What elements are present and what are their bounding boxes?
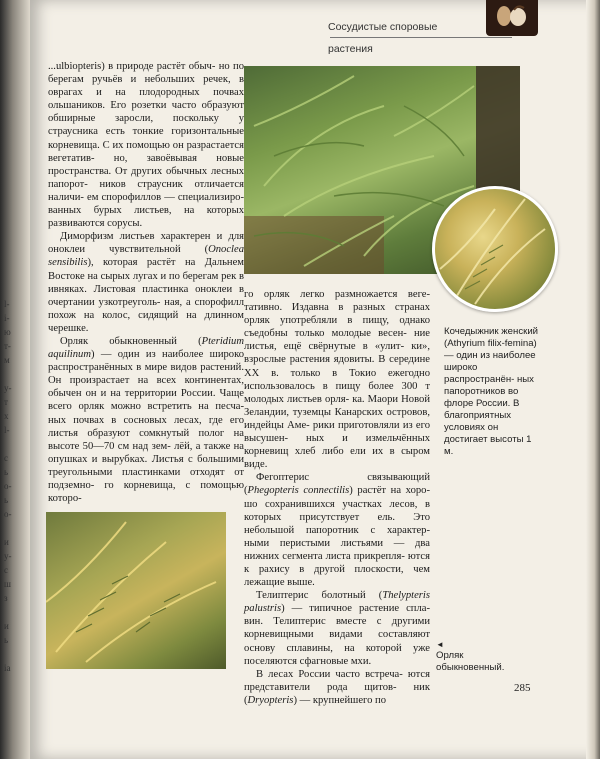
bracken-photo [46,512,226,669]
margin-fragment: ш [4,579,11,589]
margin-fragment: ь [4,495,9,505]
margin-fragment: т [4,397,8,407]
bracken-caption [436,640,532,674]
margin-fragment: о- [4,481,12,491]
paragraph: го орляк легко размножается веге- тативно. Издавна в разных странах орляк употребляли в пищу, однако съедобны только молодые весен- ние листья, ещё свёрнутые в «улит- ки», взрослые растения ядовиты. В середине XX в. только в Токио ежегодно использовалось в пищу более 300 т молодых листьев орля- ка. Маори Новой Зеландии, туземцы Канарских островов, индейцы Аме- рики приготовляли из его высушен- ных и измельчённых корневищ хлеб либо ели их в сыром виде. [244,289,430,471]
page-edge-shadow [586,0,600,759]
text-column-left [48,60,244,505]
margin-fragment: l- [4,299,10,309]
margin-fragment: с [4,565,8,575]
paragraph: Орляк обыкновенный (Pteridium aquilinum) — один из наиболее широко распространённых в мире видов растений. Он произрастает на всех континентах, обычен он и на территории России. Чаще всего орляк можно встретить на песча- ных почвах в сосновых лесах, где его листья образуют сомкнутый полог на высоте 50—70 см над зем- лёй, а также на опушках и вырубках. Листья с большими треугольными пластинками отходят от подземно- го корневища, с помощью которо- [48,335,244,505]
margin-fragment: м [4,355,10,365]
margin-fragment: ь [4,467,9,477]
caption-text: Орляк обыкновенный. [436,650,505,673]
paragraph: ...ulbiopteris) в природе растёт обыч- но по берегам ручьёв и небольших речек, в оврагах и на плодородных почвах ольшаников. Его розетки часто образуют обширные заросли, поскольку у страусника есть тонкие горизонтальные корневища. С их помощью он разрастается вегетатив- но, завоёвывая новые пространства. От других обычных лесных папорот- ников страусник отличается наличи- ем спорофиллов — специализиро- ванных бурых листьев, на которых развиваются сорусы. [48,61,244,230]
margin-fragment: l- [4,425,10,435]
margin-fragment: т- [4,341,11,351]
paragraph: Фегоптерис связывающий (Phegopteris connectilis) растёт на хоро- шо сохранившихся участках лесов, в которых присутствует ель. Это небольшой папоротник с характер- ными перистыми листьями — два нижних сегмента листа прикрепля- ются к рахису в другой плоскости, чем лежащие выше. [244,472,430,589]
margin-fragment: у- [4,551,12,561]
margin-fragment: с [4,453,8,463]
margin-fragment: у- [4,383,12,393]
header-rule [330,37,512,38]
paragraph: В лесах России часто встреча- ются представители рода щитов- ник (Dryopteris) — крупнейшего по [244,668,430,706]
margin-fragment: х [4,411,9,421]
paragraph: Телиптерис болотный (Thelypteris palustris) — типичное растение спла- вин. Телиптерис вместе с другими корневищными видами составляют основу сплавины, на которой уже поселяются сфагновые мхи. [244,590,430,667]
inset-photo-caption: Кочедыжник женский (Athyrium filix-femina) — один из наиболее широко распространён- ных папоротников во флоре России. В благоприятных условиях он достигает высоты 1 м. [444,326,539,457]
margin-fragment: и [4,537,9,547]
book-page [30,0,600,759]
paragraph: Диморфизм листьев характерен и для оноклеи чувствительной (Onoclea sensibilis), которая растёт на Дальнем Востоке на сырых лугах и по берегам рек в ивняках. Листовая пластинка оноклеи в очертании узкотреуголь- ная, а спорофилл похож на колос, сидящий на длинном черешке. [48,231,244,334]
margin-fragment: ь [4,635,9,645]
margin-fragment: i- [4,313,10,323]
previous-page-edge [0,0,32,759]
margin-fragment: ю [4,327,11,337]
margin-fragment: о- [4,509,12,519]
page-number: 285 [514,682,531,694]
margin-fragment: з [4,593,8,603]
margin-fragment: и [4,621,9,631]
margin-fragment: ia [4,663,11,673]
running-header: Сосудистые споровые растения [328,21,438,55]
text-column-right [244,288,430,707]
athyrium-inset-photo [432,186,558,312]
section-logo-icon [486,0,538,36]
left-arrow-icon: ◄ [436,640,444,649]
